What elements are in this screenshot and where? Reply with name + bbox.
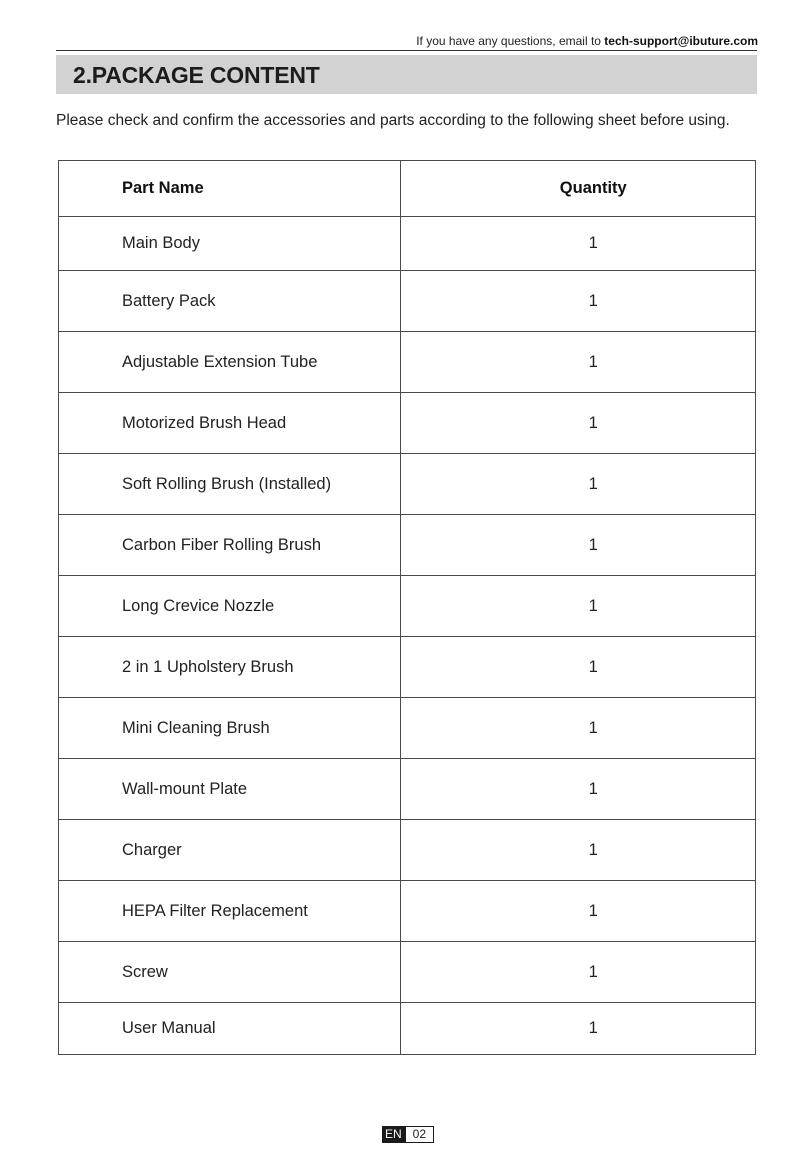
quantity-cell: 1 [401, 454, 756, 515]
table-row [59, 1003, 756, 1055]
section-header-bar [56, 55, 757, 94]
quantity-cell: 1 [401, 942, 756, 1003]
part-name-cell: HEPA Filter Replacement [59, 881, 401, 942]
quantity-cell: 1 [401, 637, 756, 698]
quantity-cell: 1 [401, 217, 756, 271]
quantity-cell: 1 [401, 393, 756, 454]
quantity-cell: 1 [401, 881, 756, 942]
quantity-cell: 1 [401, 332, 756, 393]
part-name-cell: Main Body [59, 217, 401, 271]
part-name-cell: Screw [59, 942, 401, 1003]
support-email: tech-support@ibuture.com [604, 34, 758, 48]
table-row [59, 576, 756, 637]
table-row [59, 881, 756, 942]
part-name-cell: Battery Pack [59, 271, 401, 332]
part-name-cell: Adjustable Extension Tube [59, 332, 401, 393]
part-name-cell: Carbon Fiber Rolling Brush [59, 515, 401, 576]
part-name-cell: Long Crevice Nozzle [59, 576, 401, 637]
contact-prefix: If you have any questions, email to [416, 34, 605, 48]
section-title: 2.PACKAGE CONTENT [73, 62, 320, 88]
table-row [59, 217, 756, 271]
quantity-cell: 1 [401, 271, 756, 332]
quantity-cell: 1 [401, 576, 756, 637]
quantity-cell: 1 [401, 698, 756, 759]
table-header-row [59, 161, 756, 217]
table-row [59, 942, 756, 1003]
part-name-cell: Motorized Brush Head [59, 393, 401, 454]
header-part-name: Part Name [59, 161, 401, 217]
table-row [59, 271, 756, 332]
quantity-cell: 1 [401, 759, 756, 820]
table-row [59, 454, 756, 515]
page-footer [382, 1126, 434, 1143]
intro-text: Please check and confirm the accessories and parts according to the following sheet before using. [56, 112, 730, 129]
table-row [59, 637, 756, 698]
page-number: 02 [405, 1126, 434, 1143]
header-quantity: Quantity [401, 161, 756, 217]
part-name-cell: Wall-mount Plate [59, 759, 401, 820]
language-badge: EN [382, 1126, 405, 1143]
table-row [59, 332, 756, 393]
part-name-cell: Mini Cleaning Brush [59, 698, 401, 759]
part-name-cell: 2 in 1 Upholstery Brush [59, 637, 401, 698]
part-name-cell: User Manual [59, 1003, 401, 1055]
part-name-cell: Charger [59, 820, 401, 881]
table-row [59, 759, 756, 820]
table-row [59, 698, 756, 759]
support-contact-line [416, 34, 758, 48]
quantity-cell: 1 [401, 1003, 756, 1055]
quantity-cell: 1 [401, 515, 756, 576]
quantity-cell: 1 [401, 820, 756, 881]
header-divider [56, 50, 757, 51]
table-row [59, 820, 756, 881]
package-content-table [58, 160, 756, 1055]
table-row [59, 515, 756, 576]
table-row [59, 393, 756, 454]
part-name-cell: Soft Rolling Brush (Installed) [59, 454, 401, 515]
